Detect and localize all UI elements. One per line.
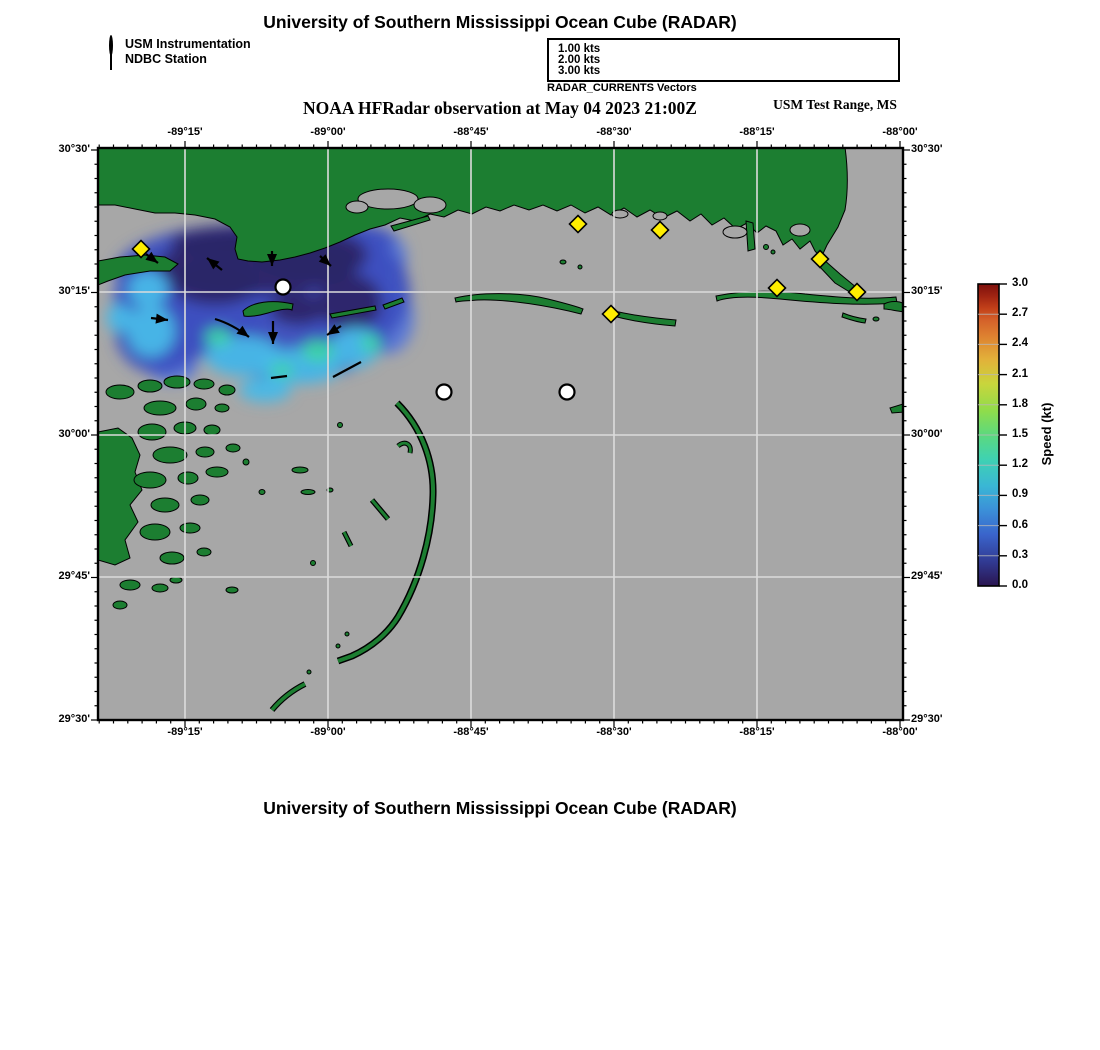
- vector-scale-1kt: 1.00 kts: [558, 43, 601, 55]
- marsh-islet: [206, 467, 228, 477]
- x-axis-label-top: -88°00': [882, 126, 918, 138]
- y-axis-label-right: 29°30': [911, 713, 943, 725]
- colorbar-tick-label: 1.5: [1012, 428, 1028, 440]
- marsh-islet: [186, 398, 206, 410]
- bottom-title: University of Southern Mississippi Ocean Cube (RADAR): [263, 798, 737, 818]
- y-axis-label-left: 29°45': [58, 570, 90, 582]
- marsh-islet: [113, 601, 127, 609]
- usm-instrumentation-marker: [560, 385, 575, 400]
- marsh-islet: [180, 523, 200, 533]
- marsh-islet: [140, 524, 170, 540]
- colorbar-tick-label: 1.2: [1012, 458, 1028, 471]
- x-axis-label-top: -89°00': [310, 126, 346, 138]
- inlet: [653, 212, 667, 220]
- marsh-islet: [153, 447, 187, 463]
- y-axis-label-right: 30°30': [911, 143, 943, 155]
- lagoon: [723, 226, 747, 238]
- marsh-islet: [226, 444, 240, 452]
- legend-label: NDBC Station: [125, 51, 207, 66]
- x-axis-label-bottom: -88°30': [596, 726, 632, 738]
- islet: [311, 561, 316, 566]
- pascagoula-island: [746, 221, 755, 251]
- marsh-islet: [170, 577, 182, 583]
- scale-arrow-head: [874, 64, 894, 77]
- vector-scale-arrows: [613, 41, 894, 77]
- marsh-islet: [226, 587, 238, 593]
- colorbar-tick-label: 0.3: [1012, 548, 1028, 561]
- usm-instrumentation-marker: [437, 385, 452, 400]
- scale-arrow-head: [874, 53, 894, 66]
- x-axis-label-top: -88°15': [739, 126, 775, 138]
- islet: [336, 644, 340, 648]
- marsh-islet: [243, 459, 249, 465]
- y-axis-label-right: 30°15': [911, 285, 943, 297]
- islet: [345, 632, 349, 636]
- x-axis-label-bottom: -88°45': [453, 726, 489, 738]
- y-axis-label-left: 30°00': [58, 428, 90, 440]
- legend-label: USM Instrumentation: [125, 36, 251, 51]
- speed-blob: [127, 305, 175, 357]
- marsh-islet: [196, 447, 214, 457]
- x-axis-label-bottom: -89°00': [310, 726, 346, 738]
- x-axis-label-top: -89°15': [167, 126, 203, 138]
- x-axis-label-bottom: -89°15': [167, 726, 203, 738]
- marsh-islet: [160, 552, 184, 564]
- marsh-islet: [301, 490, 315, 495]
- speed-blob: [239, 378, 291, 402]
- islet: [771, 250, 775, 254]
- top-title: University of Southern Mississippi Ocean Cube (RADAR): [263, 12, 737, 32]
- islet: [307, 670, 311, 674]
- marsh-islet: [138, 380, 162, 392]
- speed-blob: [106, 304, 134, 332]
- observation-subtitle: NOAA HFRadar observation at May 04 2023 21:00Z: [303, 98, 697, 118]
- marsh-islet: [134, 472, 166, 488]
- marsh-islet: [338, 423, 343, 428]
- marsh-islet: [197, 548, 211, 556]
- colorbar-title: Speed (kt): [1039, 402, 1054, 466]
- colorbar-tick-label: 3.0: [1012, 277, 1028, 289]
- marsh-islet: [151, 498, 179, 512]
- marsh-islet: [152, 584, 168, 592]
- colorbar-tick-label: 1.8: [1012, 397, 1028, 410]
- back-bay: [414, 197, 446, 213]
- marsh-islet: [120, 580, 140, 590]
- colorbar-tick-label: 0.6: [1012, 518, 1028, 531]
- speed-blob: [128, 271, 168, 307]
- marsh-islet: [138, 424, 166, 440]
- y-axis-label-left: 29°30': [58, 713, 90, 725]
- marsh-islet: [106, 385, 134, 399]
- marsh-islet: [191, 495, 209, 505]
- marsh-islet: [219, 385, 235, 395]
- speed-blob: [302, 340, 334, 362]
- marsh-islet: [194, 379, 214, 389]
- marsh-islet: [259, 490, 265, 495]
- x-axis-label-bottom: -88°15': [739, 726, 775, 738]
- colorbar-tick-label: 2.1: [1012, 367, 1028, 380]
- usm-instrumentation-marker: [276, 280, 291, 295]
- marsh-islet: [204, 425, 220, 435]
- colorbar-tick-label: 2.7: [1012, 307, 1028, 320]
- islet: [764, 245, 769, 250]
- speed-blob: [205, 328, 231, 346]
- y-axis-label-right: 29°45': [911, 570, 943, 582]
- y-axis-label-left: 30°15': [58, 285, 90, 297]
- marsh-islet: [164, 376, 190, 388]
- vector-scale-caption: RADAR_CURRENTS Vectors: [547, 82, 697, 94]
- marsh-islet: [144, 401, 176, 415]
- colorbar-tick-label: 2.4: [1012, 337, 1028, 350]
- islet: [560, 260, 566, 264]
- x-axis-label-bottom: -88°00': [882, 726, 918, 738]
- scale-arrow-head: [874, 41, 894, 54]
- back-bay: [346, 201, 368, 213]
- x-axis-label-top: -88°30': [596, 126, 632, 138]
- marsh-islet: [292, 467, 308, 473]
- islet: [873, 317, 879, 321]
- speed-blob: [270, 363, 294, 377]
- speed-blob: [361, 334, 381, 352]
- vector-scale-2kt: 2.00 kts: [558, 54, 601, 66]
- x-axis-label-top: -88°45': [453, 126, 489, 138]
- islet: [578, 265, 582, 269]
- speed-blob: [170, 261, 260, 305]
- lagoon: [790, 224, 810, 236]
- vector-scale-3kt: 3.00 kts: [558, 65, 601, 77]
- y-axis-label-right: 30°00': [911, 428, 943, 440]
- colorbar: [978, 284, 1007, 586]
- test-range-label: USM Test Range, MS: [773, 97, 897, 112]
- y-axis-label-left: 30°30': [58, 143, 90, 155]
- colorbar-tick-label: 0.9: [1012, 488, 1028, 501]
- colorbar-tick-label: 0.0: [1012, 579, 1028, 591]
- marsh-islet: [215, 404, 229, 412]
- marsh-islet: [178, 472, 198, 484]
